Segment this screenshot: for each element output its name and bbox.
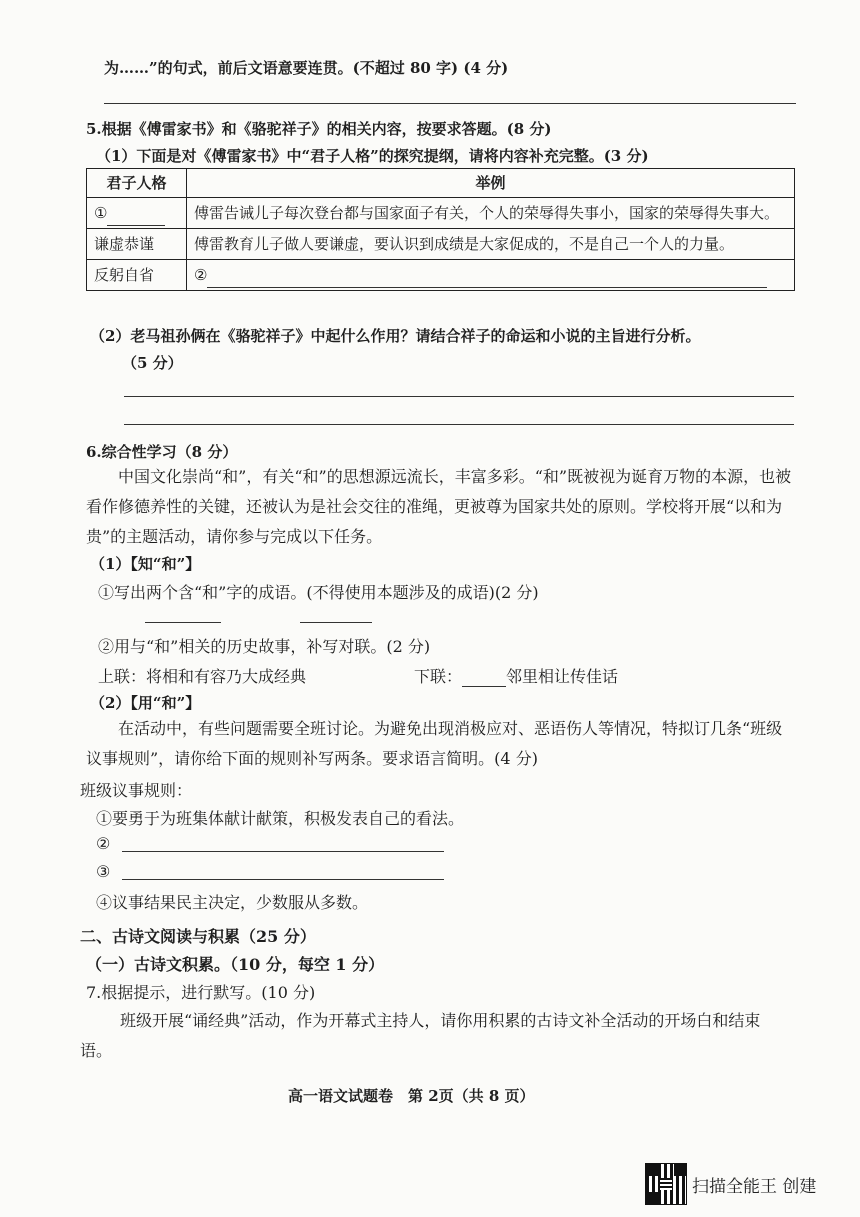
couplet-upper: 上联：将相和有容乃大成经典	[98, 667, 307, 686]
section2-subtitle: （一）古诗文积累。（10 分，每空 1 分）	[86, 955, 385, 974]
table-cell-trait: 反躬自省	[87, 260, 187, 291]
q6-task2: ②用与“和”相关的历史故事，补写对联。(2 分)	[98, 637, 431, 656]
q7-text: 班级开展“诵经典”活动，作为开幕式主持人，请你用积累的古诗文补全活动的开场白和结束语。	[80, 1011, 761, 1060]
table-header: 举例	[187, 169, 795, 198]
answer-line[interactable]	[122, 851, 444, 852]
q5-sub1: （1）下面是对《傅雷家书》中“君子人格”的探究提纲，请将内容补充完整。(3 分)	[96, 147, 649, 165]
trait-table	[86, 168, 795, 291]
table-cell-trait[interactable]: ①	[87, 198, 187, 229]
q6-intro: 中国文化崇尚“和”，有关“和”的思想源远流长，丰富多彩。“和”既被视为诞育万物的本源，也被看作修德养性的关键，还被认为是社会交往的准绳，更被尊为国家共处的原则。学校将开展“以和为贵”的主题活动，请你参与完成以下任务。	[86, 467, 792, 546]
q6-part2-title: （2）【用“和”】	[90, 694, 201, 712]
q5-sub2-score: （5 分）	[122, 354, 183, 372]
answer-line[interactable]	[124, 396, 794, 397]
q6-part2-text: 在活动中，有些问题需要全班讨论。为避免出现消极应对、恶语伤人等情况，特拟订几条“班级议事规则”，请你给下面的规则补写两条。要求语言简明。(4 分)	[86, 719, 783, 768]
answer-line[interactable]	[300, 622, 372, 623]
table-row	[87, 198, 795, 229]
rule-item: ④议事结果民主决定，少数服从多数。	[96, 893, 369, 912]
rules-title: 班级议事规则：	[80, 781, 193, 800]
q5-title: 5.根据《傅雷家书》和《骆驼祥子》的相关内容，按要求答题。(8 分)	[86, 120, 552, 138]
table-row	[87, 260, 795, 291]
section2-title: 二、古诗文阅读与积累（25 分）	[80, 927, 316, 946]
answer-line[interactable]	[145, 622, 221, 623]
couplet-lower: 下联： 邻里相让传佳话	[414, 667, 619, 686]
q6-task1: ①写出两个含“和”字的成语。(不得使用本题涉及的成语)(2 分)	[98, 583, 539, 602]
answer-line[interactable]	[122, 879, 444, 880]
table-cell-example[interactable]: ②	[187, 260, 795, 291]
q6-part1-title: （1）【知“和”】	[90, 555, 201, 573]
fill-blank[interactable]	[207, 287, 767, 288]
table-cell-example: 傅雷教育儿子做人要谦虚，要认识到成绩是大家促成的，不是自己一个人的力量。	[187, 229, 795, 260]
table-cell-example: 傅雷告诫儿子每次登台都与国家面子有关，个人的荣辱得失事小，国家的荣辱得失事大。	[187, 198, 795, 229]
fill-blank[interactable]	[462, 686, 506, 687]
rule-item: ③	[96, 862, 111, 881]
answer-line[interactable]	[124, 424, 794, 425]
q6-title: 6.综合性学习（8 分）	[86, 443, 238, 461]
answer-line[interactable]	[104, 103, 796, 104]
q7-title: 7.根据提示，进行默写。(10 分)	[86, 983, 316, 1002]
fill-blank[interactable]	[107, 225, 165, 226]
qr-code-icon	[645, 1163, 687, 1205]
table-header-row	[87, 169, 795, 198]
page-footer: 高一语文试题卷 第 2页（共 8 页）	[288, 1087, 535, 1105]
q5-sub2: （2）老马祖孙俩在《骆驼祥子》中起什么作用？请结合祥子的命运和小说的主旨进行分析。	[90, 327, 701, 345]
table-header: 君子人格	[87, 169, 187, 198]
rule-item: ②	[96, 834, 111, 853]
top-instruction: 为……”的句式，前后文语意要连贯。(不超过 80 字) (4 分)	[104, 59, 509, 77]
table-cell-trait: 谦虚恭谨	[87, 229, 187, 260]
table-row	[87, 229, 795, 260]
rule-item: ①要勇于为班集体献计献策，积极发表自己的看法。	[96, 809, 465, 828]
scanner-watermark: 扫描全能王 创建	[692, 1177, 817, 1197]
